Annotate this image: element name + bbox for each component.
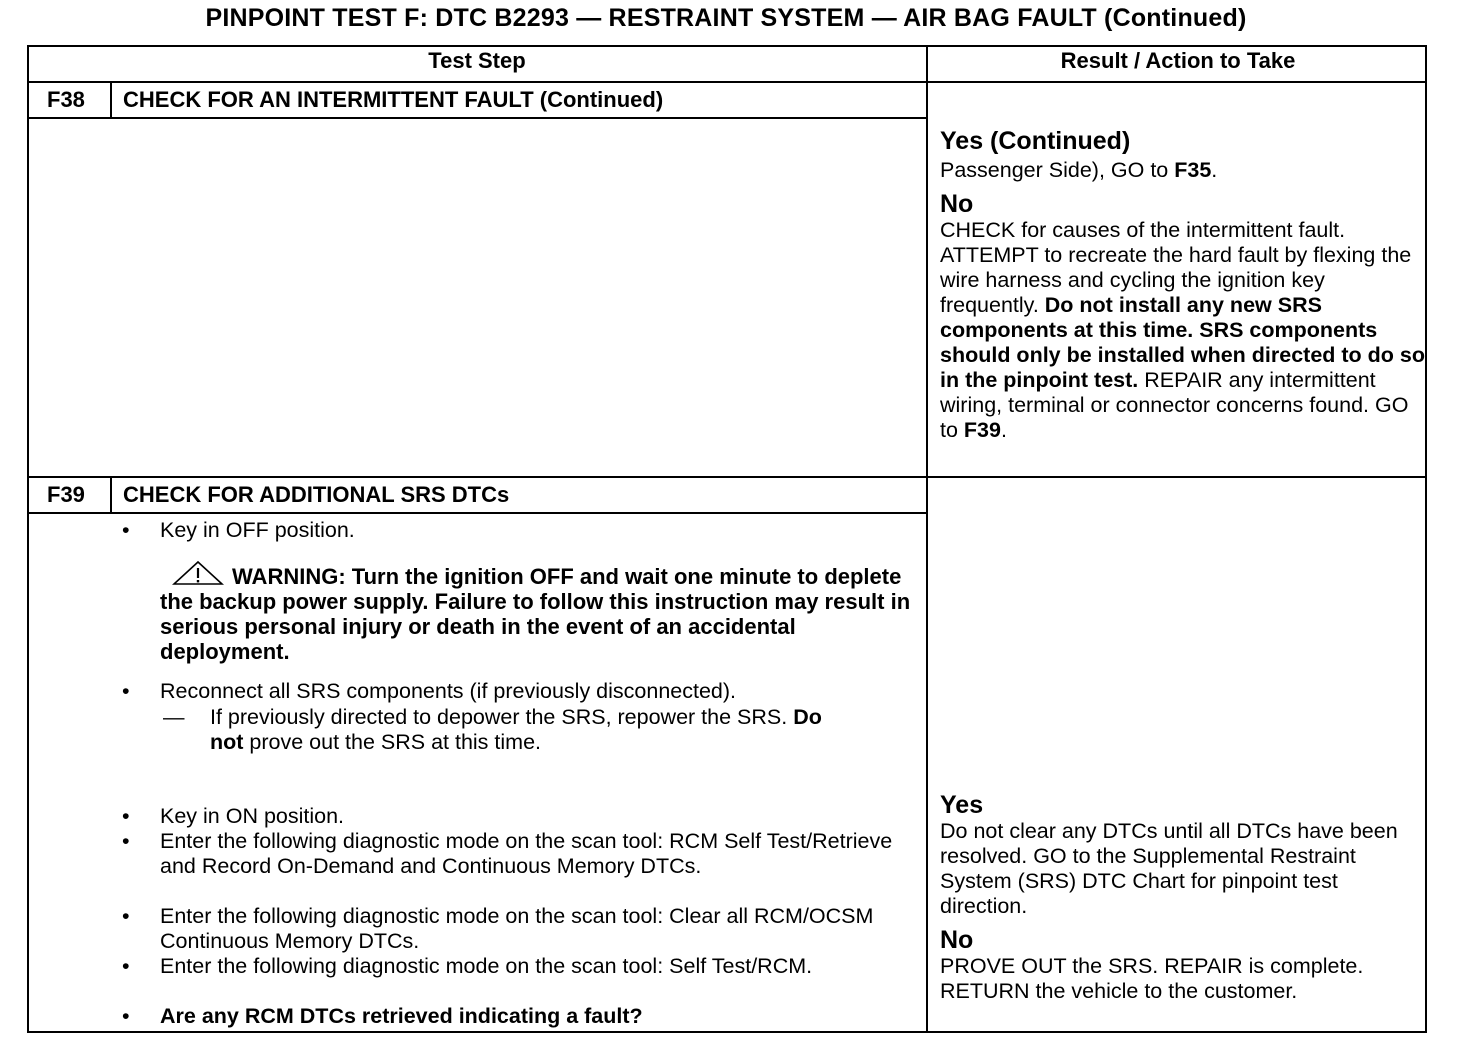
step-ref-f39: F39 (963, 418, 1001, 442)
result-yes-text-b: . (1211, 158, 1218, 182)
result-yes-heading: Yes (Continued) (940, 127, 1131, 155)
sub-bullet-text (210, 705, 850, 755)
result-no-heading: No (940, 190, 974, 218)
bullet-text: Enter the following diagnostic mode on the scan tool: Clear all RCM/OCSM Continuous Memory DTCs. (160, 904, 874, 953)
bullet-text: Enter the following diagnostic mode on the scan tool: RCM Self Test/Retrieve and Record On-Demand and Continuous Memory DTCs. (160, 829, 893, 878)
bullet-text: Are any RCM DTCs retrieved indicating a fault? (160, 1004, 643, 1028)
step-title-f38: CHECK FOR AN INTERMITTENT FAULT (Continued) (123, 87, 664, 112)
step-id-divider (110, 82, 112, 119)
bullet-text: Key in ON position. (160, 804, 345, 828)
step-id-f38: F38 (47, 87, 85, 112)
result-f39 (940, 791, 1430, 1004)
header-divider (27, 81, 1427, 83)
row-divider (27, 476, 1427, 478)
result-yes-text (940, 158, 1430, 183)
bullet-text: Key in OFF position. (160, 518, 355, 542)
result-no-text: PROVE OUT the SRS. REPAIR is complete. RETURN the vehicle to the customer. (940, 954, 1364, 1003)
warning-text: WARNING: Turn the ignition OFF and wait one minute to deplete the backup power supply. Failure to follow this instruction may result in serious personal injury or death in the event of an accidental deployment. (160, 564, 911, 664)
result-yes-text-a: Passenger Side), GO to (940, 158, 1175, 182)
sub-bullet-text-a: If previously directed to depower the SRS, repower the SRS. (210, 705, 794, 729)
result-no-text-b: REPAIR any intermittent wiring, terminal or connector concerns found. GO to (940, 368, 1409, 442)
bullet-dot: • (122, 1004, 130, 1028)
result-no-text-a: CHECK for causes of the intermittent fault. ATTEMPT to recreate the hard fault by flexing the wire harness and cycling the ignition key frequently. (940, 218, 1412, 317)
step-ref-f35: F35 (1174, 158, 1212, 182)
result-yes-heading: Yes (940, 791, 984, 819)
result-no-text (940, 218, 1425, 443)
step-title-divider (27, 512, 927, 514)
step-id-divider (110, 477, 112, 514)
step-title-f39: CHECK FOR ADDITIONAL SRS DTCs (123, 482, 510, 507)
result-yes-text: Do not clear any DTCs until all DTCs have been resolved. GO to the Supplemental Restraint System (SRS) DTC Chart for pinpoint test direction. (940, 819, 1398, 918)
bullet-dot: • (122, 904, 130, 928)
page-title: PINPOINT TEST F: DTC B2293 — RESTRAINT SYSTEM — AIR BAG FAULT (Continued) (205, 4, 1247, 32)
bullet-text: Reconnect all SRS components (if previously disconnected). (160, 679, 737, 703)
column-divider (926, 45, 928, 1033)
bullet-dot: • (122, 829, 130, 853)
bullet-dot: • (122, 518, 130, 542)
column-header-result: Result / Action to Take (1060, 48, 1296, 73)
result-f38 (940, 127, 1430, 443)
step-title-divider (27, 117, 927, 119)
warning-block (160, 560, 920, 664)
bullet-dot: • (122, 804, 130, 828)
bullet-text: Enter the following diagnostic mode on the scan tool: Self Test/RCM. (160, 954, 813, 978)
sub-bullet-bold: Do not (210, 705, 822, 754)
result-no-text-c: . (1000, 418, 1007, 442)
dash-marker: — (163, 705, 185, 729)
warning-triangle-icon (160, 564, 232, 589)
bullet-dot: • (122, 679, 130, 703)
sub-bullet-text-b: prove out the SRS at this time. (243, 730, 541, 754)
step-id-f39: F39 (47, 482, 85, 507)
column-header-test-step: Test Step (428, 48, 526, 73)
bullet-dot: • (122, 954, 130, 978)
result-no-bold: Do not install any new SRS components at this time. SRS components should only be installed when directed to do so in the pinpoint test. (940, 293, 1425, 392)
result-no-heading: No (940, 926, 974, 954)
